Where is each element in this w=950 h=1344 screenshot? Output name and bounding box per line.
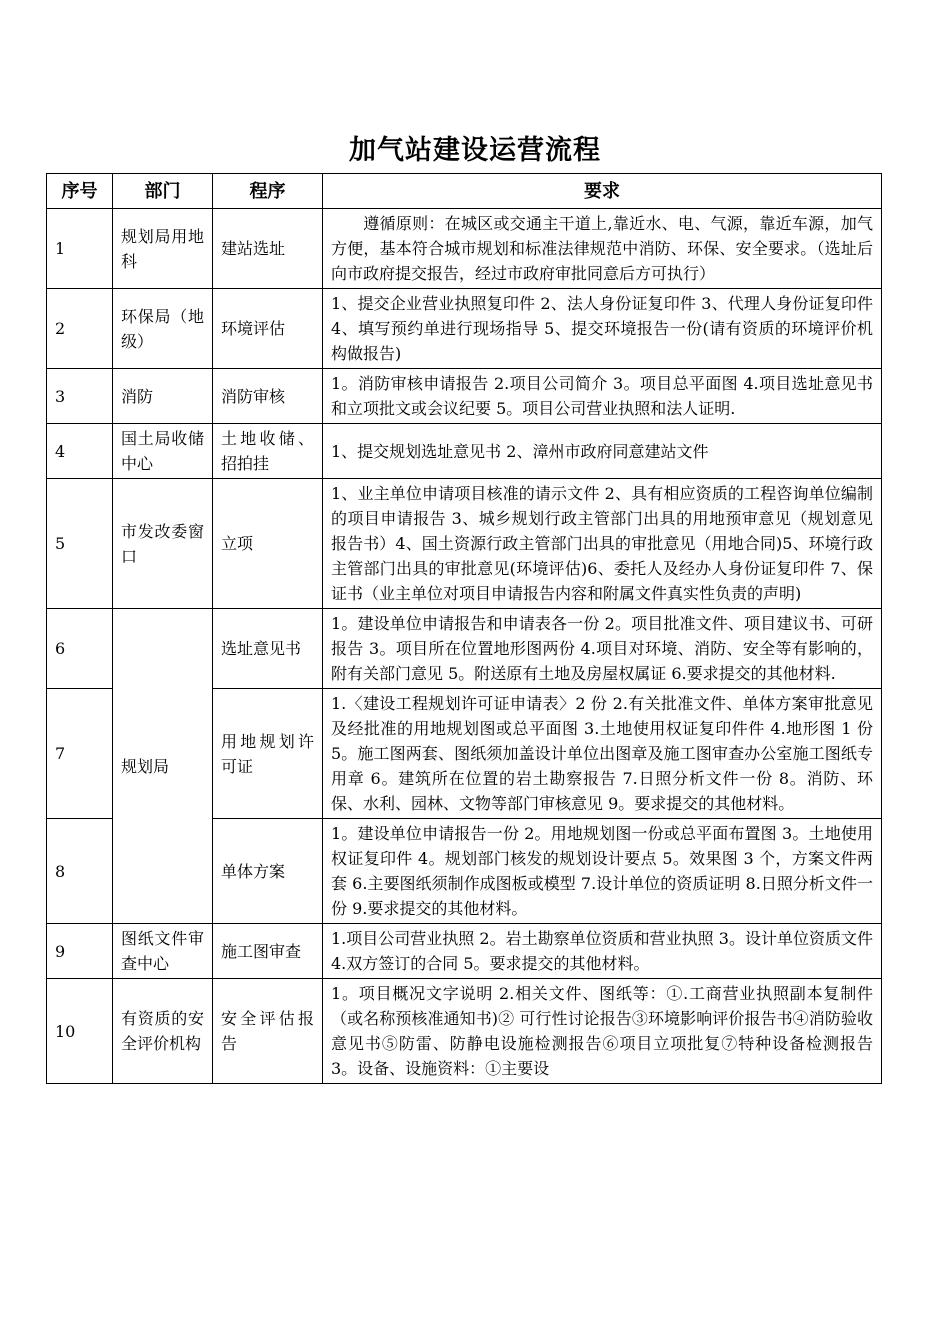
row-req: 1。建设单位申请报告一份 2。用地规划图一份或总平面布置图 3。土地使用权证复印件 4。规划部门核发的规划设计要点 5。效果图 3 个，方案文件两套 6.主要图纸须制作成图板或模型 7.设计单位的资质证明 8.日照分析文件一份 9.要求提交的其他材料。 xyxy=(323,819,882,924)
row-num: 6 xyxy=(47,609,113,689)
process-table xyxy=(46,173,882,1084)
row-dept: 消防 xyxy=(113,369,213,424)
row-req: 1.项目公司营业执照 2。岩土勘察单位资质和营业执照 3。设计单位资质文件 4.双方签订的合同 5。要求提交的其他材料。 xyxy=(323,924,882,979)
row-req: 1.〈建设工程规划许可证申请表〉2 份 2.有关批准文件、单体方案审批意见及经批准的用地规划图或总平面图 3.土地使用权证复印件件 4.地形图 1 份 5。施工图两套、图纸须加盖设计单位出图章及施工图审查办公室施工图纸专用章 6。建筑所在位置的岩土勘察报告 7.日照分析文件一份 8。消防、环保、水利、园林、文物等部门审核意见 9。要求提交的其他材料。 xyxy=(323,689,882,819)
row-num: 8 xyxy=(47,819,113,924)
row-num: 10 xyxy=(47,979,113,1084)
row-proc: 施工图审查 xyxy=(213,924,323,979)
table-row xyxy=(47,424,882,479)
table-header-row xyxy=(47,174,882,209)
page-title: 加气站建设运营流程 xyxy=(349,135,601,166)
header-dept: 部门 xyxy=(113,174,213,209)
row-proc: 安全评估报告 xyxy=(213,979,323,1084)
row-dept: 图纸文件审查中心 xyxy=(113,924,213,979)
row-num: 2 xyxy=(47,289,113,369)
row-req: 1、提交规划选址意见书 2、漳州市政府同意建站文件 xyxy=(323,424,882,479)
header-num: 序号 xyxy=(47,174,113,209)
table-row xyxy=(47,609,882,689)
row-proc: 用地规划许可证 xyxy=(213,689,323,819)
row-dept: 有资质的安全评价机构 xyxy=(113,979,213,1084)
row-req: 1、提交企业营业执照复印件 2、法人身份证复印件 3、代理人身份证复印件 4、填写预约单进行现场指导 5、提交环境报告一份(请有资质的环境评价机构做报告) xyxy=(323,289,882,369)
row-dept: 市发改委窗口 xyxy=(113,479,213,609)
row-num: 1 xyxy=(47,209,113,289)
row-dept: 规划局 xyxy=(113,609,213,924)
row-num: 4 xyxy=(47,424,113,479)
row-num: 5 xyxy=(47,479,113,609)
row-proc: 选址意见书 xyxy=(213,609,323,689)
row-num: 7 xyxy=(47,689,113,819)
row-req: 1。项目概况文字说明 2.相关文件、图纸等：①.工商营业执照副本复制件（或名称预核准通知书)② 可行性讨论报告③环境影响评价报告书④消防验收意见书⑤防雷、防静电设施检测报告⑥项目立项批复⑦特种设备检测报告 3。设备、设施资料：①主要设 xyxy=(323,979,882,1084)
row-req: 1、业主单位申请项目核准的请示文件 2、具有相应资质的工程咨询单位编制的项目申请报告 3、城乡规划行政主管部门出具的用地预审意见（规划意见报告书）4、国土资源行政主管部门出具的审批意见（用地合同)5、环境行政主管部门出具的审批意见(环境评估)6、委托人及经办人身份证复印件 7、保证书（业主单位对项目申请报告内容和附属文件真实性负责的声明) xyxy=(323,479,882,609)
row-req: 1。建设单位申请报告和申请表各一份 2。项目批准文件、项目建议书、可研报告 3。项目所在位置地形图两份 4.项目对环境、消防、安全等有影响的，附有关部门意见 5。附送原有土地及房屋权属证 6.要求提交的其他材料. xyxy=(323,609,882,689)
row-dept: 国土局收储中心 xyxy=(113,424,213,479)
row-dept: 规划局用地科 xyxy=(113,209,213,289)
row-num: 3 xyxy=(47,369,113,424)
row-proc: 环境评估 xyxy=(213,289,323,369)
row-req-text: 遵循原则：在城区或交通主干道上,靠近水、电、气源，靠近车源，加气方便，基本符合城市规划和标准法律规范中消防、环保、安全要求。（选址后向市政府提交报告，经过市政府审批同意后方可执行） xyxy=(331,214,873,283)
row-proc: 建站选址 xyxy=(213,209,323,289)
row-req: 1。消防审核申请报告 2.项目公司简介 3。项目总平面图 4.项目选址意见书和立项批文或会议纪要 5。项目公司营业执照和法人证明. xyxy=(323,369,882,424)
table-row xyxy=(47,979,882,1084)
header-proc: 程序 xyxy=(213,174,323,209)
header-req: 要求 xyxy=(323,174,882,209)
row-proc: 消防审核 xyxy=(213,369,323,424)
row-dept: 环保局（地级） xyxy=(113,289,213,369)
row-req xyxy=(323,209,882,289)
table-row xyxy=(47,369,882,424)
table-row xyxy=(47,924,882,979)
row-proc: 单体方案 xyxy=(213,819,323,924)
table-row xyxy=(47,289,882,369)
row-proc: 立项 xyxy=(213,479,323,609)
row-num: 9 xyxy=(47,924,113,979)
table-row xyxy=(47,479,882,609)
table-row xyxy=(47,209,882,289)
row-proc: 土地收储、招拍挂 xyxy=(213,424,323,479)
